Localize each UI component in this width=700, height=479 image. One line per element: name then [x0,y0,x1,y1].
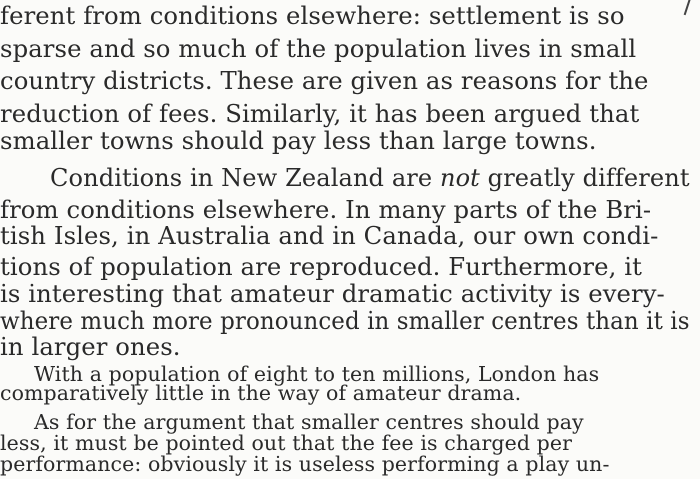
text-line: With a population of eight to ten millions, London has [34,362,600,386]
text-line: reduction of fees. Similarly, it has been argued that [0,99,640,128]
text-line: in larger ones. [0,332,181,361]
text-line: tions of population are reproduced. Furthermore, it [0,252,642,281]
text-line: ferent from conditions elsewhere: settlement is so [0,1,625,30]
text-line: is interesting that amateur dramatic activity is every- [0,279,665,308]
text-span: greatly different [479,163,690,192]
text-line [50,164,690,192]
text-line: where much more pronounced in smaller centres than it is [0,306,690,335]
emphasis-text: not [439,163,480,192]
text-span: Conditions in New Zealand are [50,163,440,192]
text-line: smaller towns should pay less than large towns. [0,126,597,155]
text-line: country districts. These are given as reasons for the [0,66,649,95]
text-line: As for the argument that smaller centres should pay [34,410,584,434]
text-line: sparse and so much of the population lives in small [0,34,637,63]
text-line: comparatively little in the way of amateur drama. [0,381,522,405]
text-line: less, it must be pointed out that the fee is charged per [0,431,573,455]
text-line: from conditions elsewhere. In many parts of the Bri- [0,195,652,224]
text-line: tish Isles, in Australia and in Canada, our own condi- [0,221,659,250]
margin-mark [684,0,695,17]
text-line: performance: obviously it is useless performing a play un- [0,452,610,476]
